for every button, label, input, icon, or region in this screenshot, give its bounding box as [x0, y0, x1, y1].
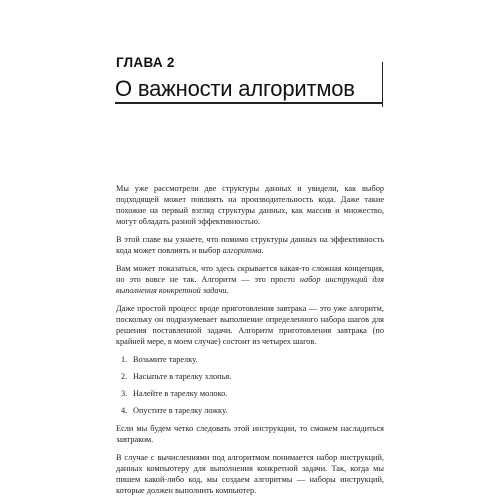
title-underline: [115, 102, 383, 104]
emphasis-definition: набор инструкций для выполнения конкретной задачи: [116, 275, 384, 295]
list-item-number: 3.: [121, 389, 128, 398]
emphasis-term: алгоритма: [222, 246, 262, 255]
paragraph-text: .: [226, 286, 229, 295]
list-item: [121, 405, 384, 416]
list-item: [121, 388, 384, 399]
paragraph-computing: В случае с вычислениями под алгоритмом понимается набор инструкций, данных компьютеру для выполнения конкретной задачи. Так, когда мы пишем какой-либо код, мы создаем алгоритмы — наборы инструкций, которые должен выполнить компьютер.: [116, 453, 384, 495]
paragraph-follow: Если мы будем четко следовать этой инструкции, то сможем насладиться завтраком.: [116, 424, 384, 444]
steps-list: [116, 354, 384, 416]
title-rule-vertical: [382, 62, 383, 107]
list-item-number: 4.: [121, 406, 128, 415]
list-item-number: 1.: [121, 355, 128, 364]
list-item: [121, 354, 384, 365]
paragraph-intro: Мы уже рассмотрели две структуры данных и увидели, как выбор подходящей может повлиять на производительность кода. Даже такие похожие на первый взгляд структуры данных, как массив и множество, могут обладать разной эффективностью.: [116, 184, 384, 226]
list-item-text: Налейте в тарелку молоко.: [133, 389, 228, 398]
list-item-text: Насыпьте в тарелку хлопья.: [133, 372, 232, 381]
chapter-body: [116, 183, 384, 500]
list-item: [121, 371, 384, 382]
list-item-text: Возьмите тарелку.: [133, 355, 198, 364]
chapter-title: О важности алгоритмов: [115, 76, 355, 101]
paragraph-algorithm-choice: [116, 234, 384, 256]
paragraph-definition: [116, 263, 384, 296]
chapter-label: ГЛАВА 2: [116, 55, 175, 70]
paragraph-breakfast: Даже простой процесс вроде приготовления завтрака — это уже алгоритм, поскольку он подразумевает выполнение определенного набора шагов для решения поставленной задачи. Алгоритм приготовления завтрака (по крайней мере, в моем случае) состоит из четырех шагов.: [116, 304, 384, 346]
list-item-number: 2.: [121, 372, 128, 381]
paragraph-text: Вам может показаться, что здесь скрывается какая-то сложная концепция, но это вовсе не так. Алгоритм — это просто: [116, 264, 384, 284]
list-item-text: Опустите в тарелку ложку.: [133, 406, 228, 415]
paragraph-text: .: [261, 246, 264, 255]
paragraph-text: В этой главе вы узнаете, что помимо структуры данных на эффективность кода может повлиять и выбор: [116, 235, 384, 255]
